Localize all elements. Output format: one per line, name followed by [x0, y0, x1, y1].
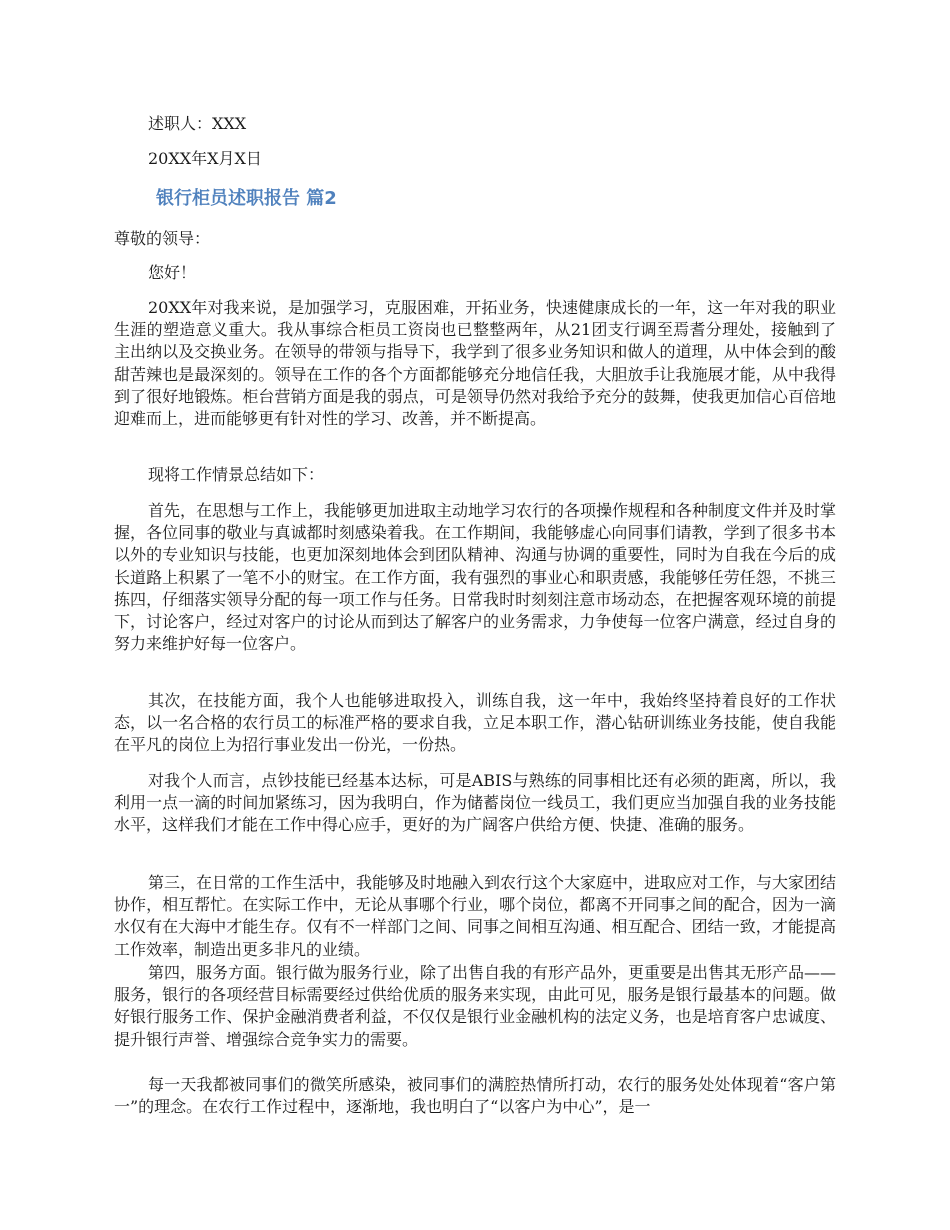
paragraph-service: 每一天我都被同事们的微笑所感染，被同事们的满腔热情所打动，农行的服务处处体现着“客户第一”的理念。在农行工作过程中，逐渐地，我也明白了“以客户为中心”，是一 — [114, 1075, 836, 1117]
greeting: 您好！ — [148, 263, 197, 282]
date-line: 20XX年X月X日 — [148, 149, 262, 168]
paragraph-second: 其次，在技能方面，我个人也能够进取投入，训练自我，这一年中，我始终坚持着良好的工作状态，以一名合格的农行员工的标准严格的要求自我，立足本职工作，潜心钻研训练业务技能，使自我能在平凡的岗位上为招行事业发出一份光，一份热。 — [114, 691, 836, 755]
paragraph-skills: 对我个人而言，点钞技能已经基本达标，可是ABIS与熟练的同事相比还有必须的距离，所以，我利用一点一滴的时间加紧练习，因为我明白，作为储蓄岗位一线员工，我们更应当加强自我的业务技能水平，这样我们才能在工作中得心应手，更好的为广阔客户供给方便、快捷、准确的服务。 — [114, 771, 836, 835]
paragraph-fourth: 第四，服务方面。银行做为服务行业，除了出售自我的有形产品外，更重要是出售其无形产品——服务，银行的各项经营目标需要经过供给优质的服务来实现，由此可见，服务是银行最基本的问题。做好银行服务工作、保护金融消费者利益，不仅仅是银行业金融机构的法定义务，也是培育客户忠诚度、提升银行声誉、增强综合竞争实力的需要。 — [114, 963, 837, 1049]
paragraph-summary-lead: 现将工作情景总结如下： — [148, 465, 325, 484]
salutation: 尊敬的领导： — [114, 229, 211, 248]
paragraph-intro: 20XX年对我来说，是加强学习，克服困难，开拓业务，快速健康成长的一年，这一年对我的职业生涯的塑造意义重大。我从事综合柜员工资岗也已整整两年，从21团支行调至焉耆分理处，接触到了主出纳以及交换业务。在领导的带领与指导下，我学到了很多业务知识和做人的道理，从中体会到的酸甜苦辣也是最深刻的。领导在工作的各个方面都能够充分地信任我，大胆放手让我施展才能，从中我得到了很好地锻炼。柜台营销方面是我的弱点，可是领导仍然对我给予充分的鼓舞，使我更加信心百倍地迎难而上，进而能够更有针对性的学习、改善，并不断提高。 — [114, 298, 836, 429]
paragraph-third: 第三，在日常的工作生活中，我能够及时地融入到农行这个大家庭中，进取应对工作，与大家团结协作，相互帮忙。在实际工作中，无论从事哪个行业，哪个岗位，都离不开同事之间的配合，因为一滴水仅有在大海中才能生存。仅有不一样部门之间、同事之间相互沟通、相互配合、团结一致，才能提高工作效率，制造出更多非凡的业绩。 — [114, 873, 837, 959]
reporter-line: 述职人：XXX — [148, 114, 247, 133]
section-title: 银行柜员述职报告 篇2 — [156, 188, 337, 209]
paragraph-first: 首先，在思想与工作上，我能够更加进取主动地学习农行的各项操作规程和各种制度文件并及时掌握，各位同事的敬业与真诚都时刻感染着我。在工作期间，我能够虚心向同事们请教，学到了很多书本以外的专业知识与技能，也更加深刻地体会到团队精神、沟通与协调的重要性，同时为自我在今后的成长道路上积累了一笔不小的财宝。在工作方面，我有强烈的事业心和职责感，我能够任劳任怨，不挑三拣四，仔细落实领导分配的每一项工作与任务。日常我时时刻刻注意市场动态，在把握客观环境的前提下，讨论客户，经过对客户的讨论从而到达了解客户的业务需求，力争使每一位客户满意，经过自身的努力来维护好每一位客户。 — [114, 501, 837, 654]
